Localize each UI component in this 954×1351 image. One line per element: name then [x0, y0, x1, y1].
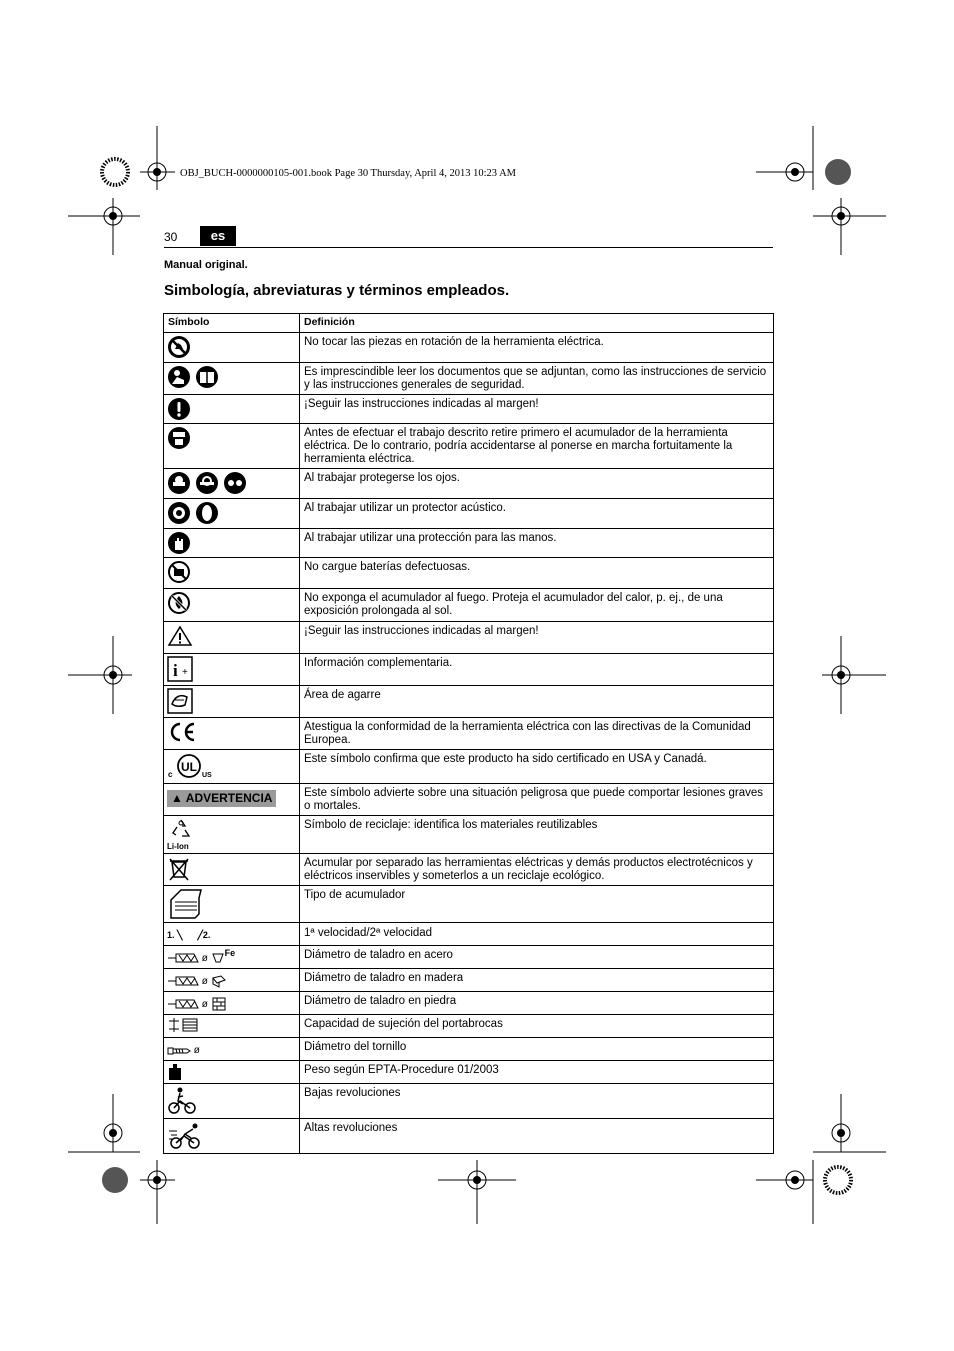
table-row: ¡Seguir las instrucciones indicadas al margen!	[164, 622, 774, 654]
file-info-header: OBJ_BUCH-0000000105-001.book Page 30 Thursday, April 4, 2013 10:23 AM	[180, 168, 516, 179]
language-tag: es	[200, 226, 236, 246]
svg-text:US: US	[202, 772, 212, 779]
ul-mark-icon	[167, 752, 215, 780]
screw-diameter-icon: ø	[167, 1045, 200, 1056]
table-header-row	[164, 314, 774, 333]
table-row: 1. ╲ ╱2. 1ª velocidad/2ª velocidad	[164, 923, 774, 946]
no-fire-icon	[167, 591, 191, 615]
table-row: Es imprescindible leer los documentos que se adjuntan, como las instrucciones de servicio y las instrucciones generales de seguridad.	[164, 363, 774, 395]
svg-text:+: +	[182, 667, 188, 678]
symbols-table	[163, 313, 774, 1154]
remove-battery-icon	[167, 426, 191, 450]
table-row: ø Diámetro de taladro en piedra	[164, 992, 774, 1015]
info-icon	[167, 656, 193, 682]
section-title: Simbología, abreviaturas y términos empleados.	[164, 282, 510, 299]
table-row: No cargue baterías defectuosas.	[164, 558, 774, 589]
svg-text:c: c	[168, 770, 173, 779]
table-row: ø Fe Diámetro de taladro en acero	[164, 946, 774, 969]
low-speed-bicycle-icon	[167, 1086, 197, 1116]
table-row: Tipo de acumulador	[164, 886, 774, 923]
table-row: Capacidad de sujeción del portabrocas	[164, 1015, 774, 1038]
table-row: ▲ ADVERTENCIA Este símbolo advierte sobre una situación peligrosa que puede comportar lesiones graves o mortales.	[164, 784, 774, 816]
table-row: ø Diámetro de taladro en madera	[164, 969, 774, 992]
table-row: ø Diámetro del tornillo	[164, 1038, 774, 1061]
weight-icon	[167, 1063, 183, 1081]
recycle-li-ion-icon: Li-Ion	[167, 818, 197, 851]
col-definition-header: Definición	[300, 314, 774, 333]
col-symbol-header: Símbolo	[164, 314, 300, 333]
table-row: c UL US Este símbolo confirma que este producto ha sido certificado en USA y Canadá.	[164, 750, 774, 784]
header-rule	[164, 247, 773, 248]
no-charge-defective-battery-icon	[167, 560, 191, 584]
warning-triangle-icon	[167, 624, 193, 648]
table-row: Peso según EPTA-Procedure 01/2003	[164, 1061, 774, 1084]
table-row: Li-Ion Símbolo de reciclaje: identifica los materiales reutilizables	[164, 816, 774, 854]
page-number: 30	[164, 230, 178, 244]
advertencia-badge: ▲ ADVERTENCIA	[167, 790, 276, 807]
svg-text:UL: UL	[181, 760, 197, 774]
manual-subtitle: Manual original.	[164, 259, 248, 271]
table-row: No tocar las piezas en rotación de la herramienta eléctrica.	[164, 333, 774, 363]
weee-bin-icon	[167, 856, 191, 882]
svg-text:i: i	[173, 661, 178, 680]
table-row: Al trabajar utilizar una protección para las manos.	[164, 529, 774, 558]
no-touch-rotating-icon	[167, 335, 191, 359]
hand-protection-icon	[167, 531, 191, 555]
table-row: Antes de efectuar el trabajo descrito retire primero el acumulador de la herramienta eléctrica. De lo contrario, podría accidentarse al ponerse en marcha fortuitamente la herramienta eléctrica.	[164, 424, 774, 469]
table-row: No exponga el acumulador al fuego. Proteja el acumulador del calor, p. ej., de una exposición prolongada al sol.	[164, 589, 774, 622]
table-row: Bajas revoluciones	[164, 1084, 774, 1119]
ear-protection-icon	[167, 501, 223, 518]
warning-triangle-icon: ▲	[171, 791, 183, 805]
ce-mark-icon	[167, 720, 197, 744]
high-speed-bicycle-icon	[167, 1121, 203, 1151]
table-row: Acumular por separado las herramientas eléctricas y demás productos electrotécnicos y eléctricos inservibles y someterlos a un reciclaje ecológico.	[164, 854, 774, 886]
eye-protection-icon	[167, 471, 251, 488]
drill-wood-icon: ø	[167, 976, 227, 987]
read-manual-icon	[167, 365, 223, 382]
drill-steel-icon: ø Fe	[167, 953, 235, 964]
table-row: Altas revoluciones	[164, 1119, 774, 1154]
table-row: ¡Seguir las instrucciones indicadas al margen!	[164, 395, 774, 424]
drill-stone-icon: ø	[167, 999, 227, 1010]
chuck-capacity-icon	[167, 1017, 201, 1033]
grip-area-icon	[167, 688, 193, 714]
table-row: i + Información complementaria.	[164, 654, 774, 686]
table-row: Al trabajar utilizar un protector acústico.	[164, 499, 774, 529]
battery-pack-icon	[167, 888, 207, 920]
table-row: Atestigua la conformidad de la herramienta eléctrica con las directivas de la Comunidad Europea.	[164, 718, 774, 750]
table-row: Al trabajar protegerse los ojos.	[164, 469, 774, 499]
speed-selector-icon: 1. ╲ ╱2.	[167, 930, 211, 940]
mandatory-exclamation-icon	[167, 397, 191, 421]
table-row: Área de agarre	[164, 686, 774, 718]
